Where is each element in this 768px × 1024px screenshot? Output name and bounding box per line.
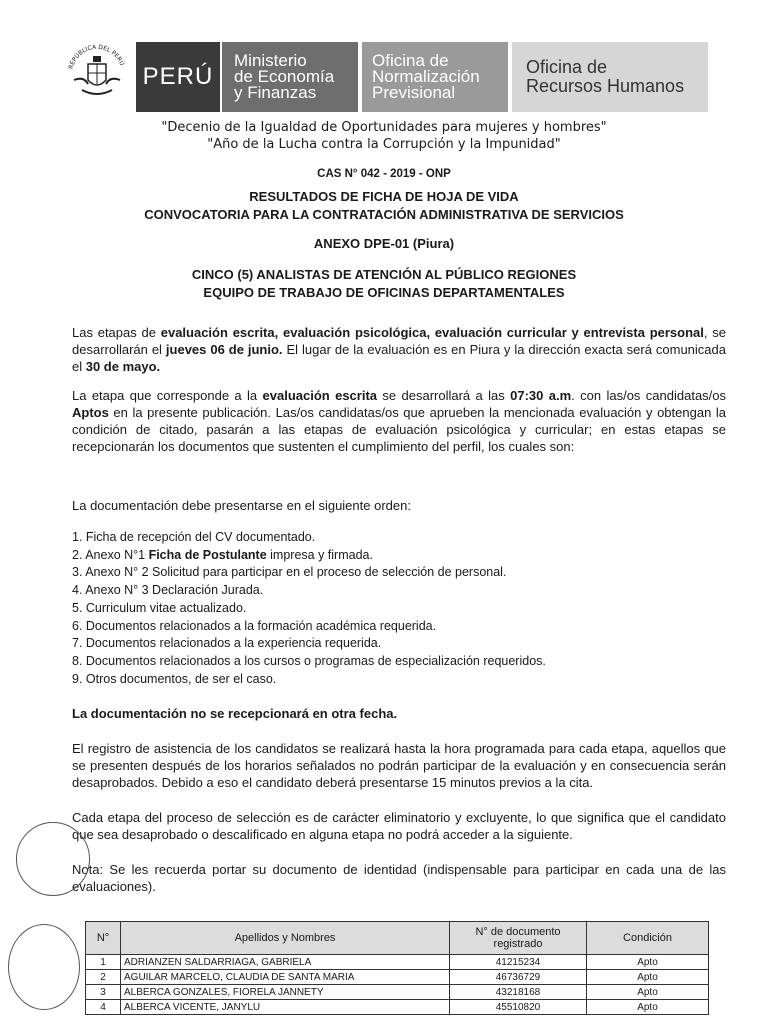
etapas-paragraph: Las etapas de evaluación escrita, evaluación psicológica, evaluación curricular y entrevista personal, se desarrollarán el jueves 06 de junio. El lugar de la evaluación es en Piura y la dirección exacta será comunicada el 30 de mayo. [72, 325, 726, 374]
row-condicion: Apto [587, 970, 709, 985]
list-item: 8. Documentos relacionados a los cursos o programas de especialización requeridos. [72, 653, 546, 668]
row-nombre: ALBERCA GONZALES, FIORELA JANNETY [121, 985, 450, 1000]
table-row [86, 985, 709, 1000]
documentos-list [72, 529, 726, 688]
list-item: 4. Anexo N° 3 Declaración Jurada. [72, 583, 264, 598]
decenio-line: "Decenio de la Igualdad de Oportunidades para mujeres y hombres" [161, 120, 607, 135]
convocatoria-title: CONVOCATORIA PARA LA CONTRATACIÓN ADMINISTRATIVA DE SERVICIOS [144, 207, 624, 222]
row-numero: 1 [86, 955, 121, 970]
row-numero: 2 [86, 970, 121, 985]
row-condicion: Apto [587, 985, 709, 1000]
row-documento: 43218168 [450, 985, 587, 1000]
list-item: 7. Documentos relacionados a la experiencia requerida. [72, 636, 382, 651]
peru-coat-of-arms-icon [64, 40, 130, 106]
row-nombre: ADRIANZEN SALDARRIAGA, GABRIELA [121, 955, 450, 970]
peru-banner: PERÚ [136, 42, 220, 112]
onp-banner: Oficina de Normalización Previsional [362, 42, 508, 112]
list-item: 3. Anexo N° 2 Solicitud para participar en el proceso de selección de personal. [72, 565, 507, 580]
col-header-nombres: Apellidos y Nombres [121, 922, 450, 955]
list-item: 2. Anexo N°1 Ficha de Postulante impresa y firmada. [72, 547, 373, 562]
anexo-title: ANEXO DPE-01 (Piura) [313, 236, 455, 251]
equipo-title: EQUIPO DE TRABAJO DE OFICINAS DEPARTAMENTALES [203, 285, 565, 300]
row-documento: 41215234 [450, 955, 587, 970]
eliminatorio-paragraph: Cada etapa del proceso de selección es de carácter eliminatorio y excluyente, lo que significa que el candidato que sea desaprobado o descalificado en alguna etapa no podrá acceder a la siguiente. [72, 810, 726, 842]
row-documento: 46736729 [450, 970, 587, 985]
cas-number: CAS N° 042 - 2019 - ONP [317, 168, 451, 180]
list-item: 9. Otros documentos, de ser el caso. [72, 671, 277, 686]
anio-line: "Año de la Lucha contra la Corrupción y la Impunidad" [207, 137, 561, 152]
nota-paragraph: Nota: Se les recuerda portar su documento de identidad (indispensable para participar en cada una de las evaluaciones). [72, 862, 726, 894]
candidatos-table [85, 921, 709, 1015]
svg-text:REPÚBLICA DEL PERÚ: REPÚBLICA DEL PERÚ [67, 43, 126, 70]
row-condicion: Apto [587, 955, 709, 970]
col-header-condicion: Condición [587, 922, 709, 955]
row-nombre: AGUILAR MARCELO, CLAUDIA DE SANTA MARIA [121, 970, 450, 985]
cinco-title: CINCO (5) ANALISTAS DE ATENCIÓN AL PÚBLICO REGIONES [191, 267, 577, 282]
col-header-numero: N° [86, 922, 121, 955]
row-nombre: ALBERCA VICENTE, JANYLU [121, 1000, 450, 1015]
evaluacion-escrita-paragraph: La etapa que corresponde a la evaluación escrita se desarrollará a las 07:30 a.m. con las/os candidatas/os Aptos en la presente publicación. Las/os candidatas/os que aprueben la mencionada evaluación y obtengan la condición de citado, pasarán a las etapas de evaluación psicológica y curricular; en estas etapas se recepcionarán los documentos que sustenten el cumplimiento del perfil, los cuales son: [72, 388, 727, 454]
table-row [86, 955, 709, 970]
row-numero: 4 [86, 1000, 121, 1015]
table-row [86, 1000, 709, 1015]
table-header-row [86, 922, 709, 955]
recursos-humanos-banner: Oficina de Recursos Humanos [512, 42, 708, 112]
row-documento: 45510820 [450, 1000, 587, 1015]
resultados-title: RESULTADOS DE FICHA DE HOJA DE VIDA [249, 189, 519, 204]
col-header-documento: N° de documento registrado [450, 922, 587, 955]
row-condicion: Apto [587, 1000, 709, 1015]
table-row [86, 970, 709, 985]
row-numero: 3 [86, 985, 121, 1000]
list-item: 1. Ficha de recepción del CV documentado. [72, 530, 316, 544]
official-stamp-icon [8, 924, 80, 1010]
no-recepciona-note: La documentación no se recepcionará en otra fecha. [72, 706, 398, 721]
list-item: 6. Documentos relacionados a la formación académica requerida. [72, 618, 437, 633]
official-stamp-icon [16, 822, 90, 896]
ministerio-banner: Ministerio de Economía y Finanzas [222, 42, 358, 112]
registro-paragraph: El registro de asistencia de los candidatos se realizará hasta la hora programada para cada etapa, aquellos que se presenten después de los horarios señalados no podrán participar de la evaluación y en consecuencia serán desaprobados. Debido a eso el candidato deberá presentarse 15 minutos previos a la cita. [72, 741, 726, 790]
orden-intro: La documentación debe presentarse en el siguiente orden: [72, 498, 411, 513]
list-item: 5. Curriculum vitae actualizado. [72, 600, 247, 615]
